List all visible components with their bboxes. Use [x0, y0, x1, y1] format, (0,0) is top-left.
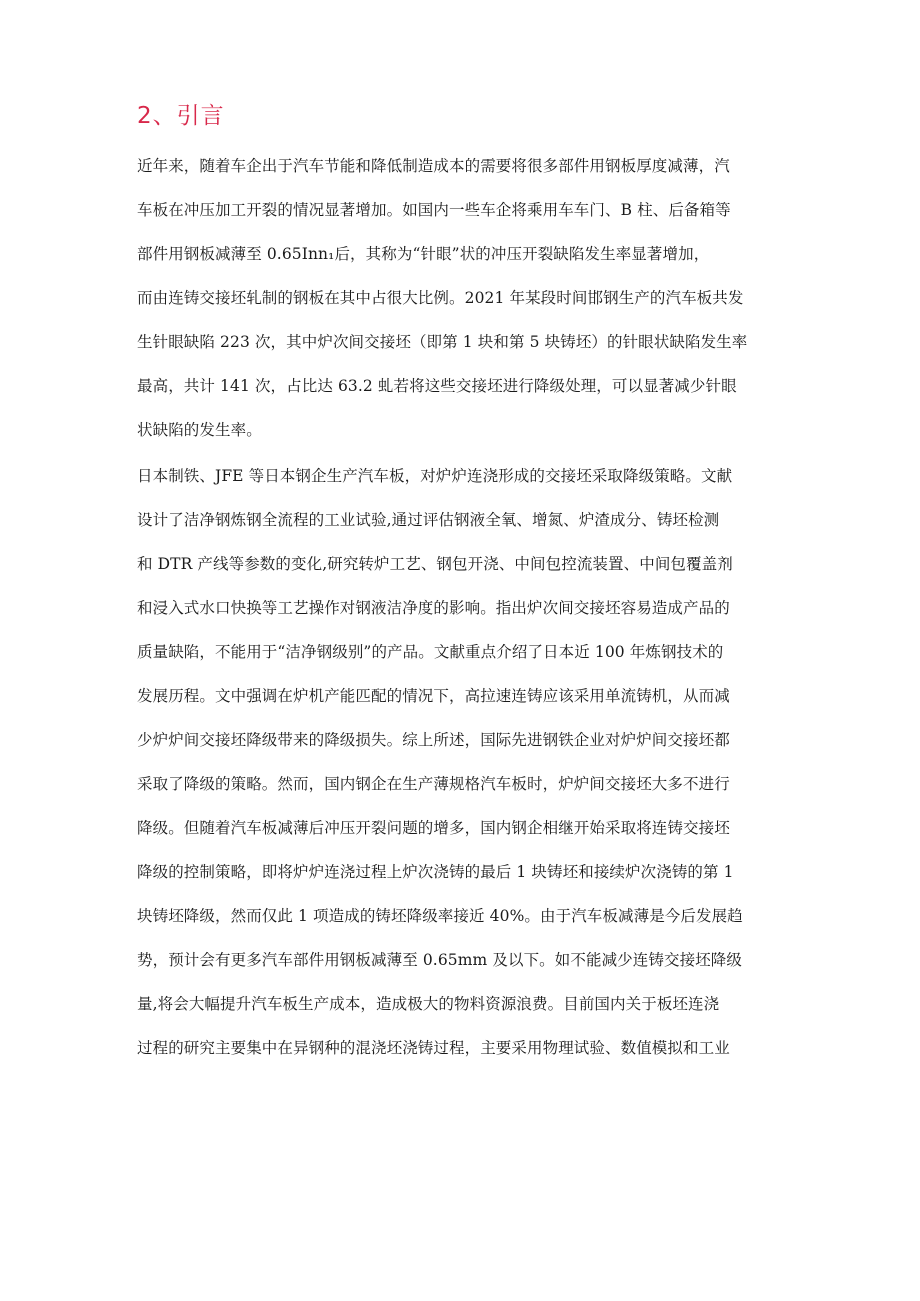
text-line: 设计了洁净钢炼钢全流程的工业试验,通过评估钢液全氧、增氮、炉渣成分、铸坯检测: [137, 511, 720, 529]
text-line: 降级。但随着汽车板减薄后冲压开裂问题的增多，国内钢企相继开始采取将连铸交接坯: [137, 819, 730, 837]
paragraph-1: [137, 144, 787, 452]
text-line: 发展历程。文中强调在炉机产能匹配的情况下，高拉速连铸应该采用单流铸机，从而减: [137, 687, 730, 705]
text-line: 日本制铁、JFE 等日本钢企生产汽车板，对炉炉连浇形成的交接坯采取降级策略。文献: [137, 467, 733, 485]
text-line: 质量缺陷，不能用于“洁净钢级别”的产品。文献重点介绍了日本近 100 年炼钢技术的: [137, 643, 724, 661]
text-line: 量,将会大幅提升汽车板生产成本，造成极大的物料资源浪费。目前国内关于板坯连浇: [137, 995, 720, 1013]
text-line: 近年来，随着车企出于汽车节能和降低制造成本的需要将很多部件用钢板厚度减薄，汽: [137, 157, 730, 175]
text-line: 生针眼缺陷 223 次，其中炉次间交接坯（即第 1 块和第 5 块铸坯）的针眼状缺陷发生率: [137, 333, 748, 351]
text-line: 而由连铸交接坯轧制的钢板在其中占很大比例。2021 年某段时间邯钢生产的汽车板共发: [137, 289, 744, 307]
body-text: [137, 144, 787, 1070]
text-line: 降级的控制策略，即将炉炉连浇过程上炉次浇铸的最后 1 块铸坯和接续炉次浇铸的第 1: [137, 863, 734, 881]
text-line: 势，预计会有更多汽车部件用钢板减薄至 0.65mm 及以下。如不能减少连铸交接坯降级: [137, 951, 742, 969]
text-line: 最高，共计 141 次，占比达 63.2 虬若将这些交接坯进行降级处理，可以显著减少针眼: [137, 377, 737, 395]
text-line: 部件用钢板减薄至 0.65Inn₁后，其称为“针眼”状的冲压开裂缺陷发生率显著增加，: [137, 245, 710, 263]
section-heading: 2、引言: [137, 103, 225, 129]
text-line: 块铸坯降级，然而仅此 1 项造成的铸坯降级率接近 40%。由于汽车板减薄是今后发展趋: [137, 907, 743, 925]
text-line: 采取了降级的策略。然而，国内钢企在生产薄规格汽车板时，炉炉间交接坯大多不进行: [137, 775, 730, 793]
paragraph-2: [137, 454, 787, 1070]
text-line: 和浸入式水口快换等工艺操作对钢液洁净度的影响。指出炉次间交接坯容易造成产品的: [137, 599, 730, 617]
text-line: 状缺陷的发生率。: [137, 421, 262, 439]
text-line: 过程的研究主要集中在异钢种的混浇坯浇铸过程，主要采用物理试验、数值模拟和工业: [137, 1039, 730, 1057]
text-line: 少炉炉间交接坯降级带来的降级损失。综上所述，国际先进钢铁企业对炉炉间交接坯都: [137, 731, 730, 749]
text-line: 和 DTR 产线等参数的变化,研究转炉工艺、钢包开浇、中间包控流装置、中间包覆盖剂: [137, 555, 733, 573]
text-line: 车板在冲压加工开裂的情况显著增加。如国内一些车企将乘用车车门、B 柱、后备箱等: [137, 201, 731, 219]
